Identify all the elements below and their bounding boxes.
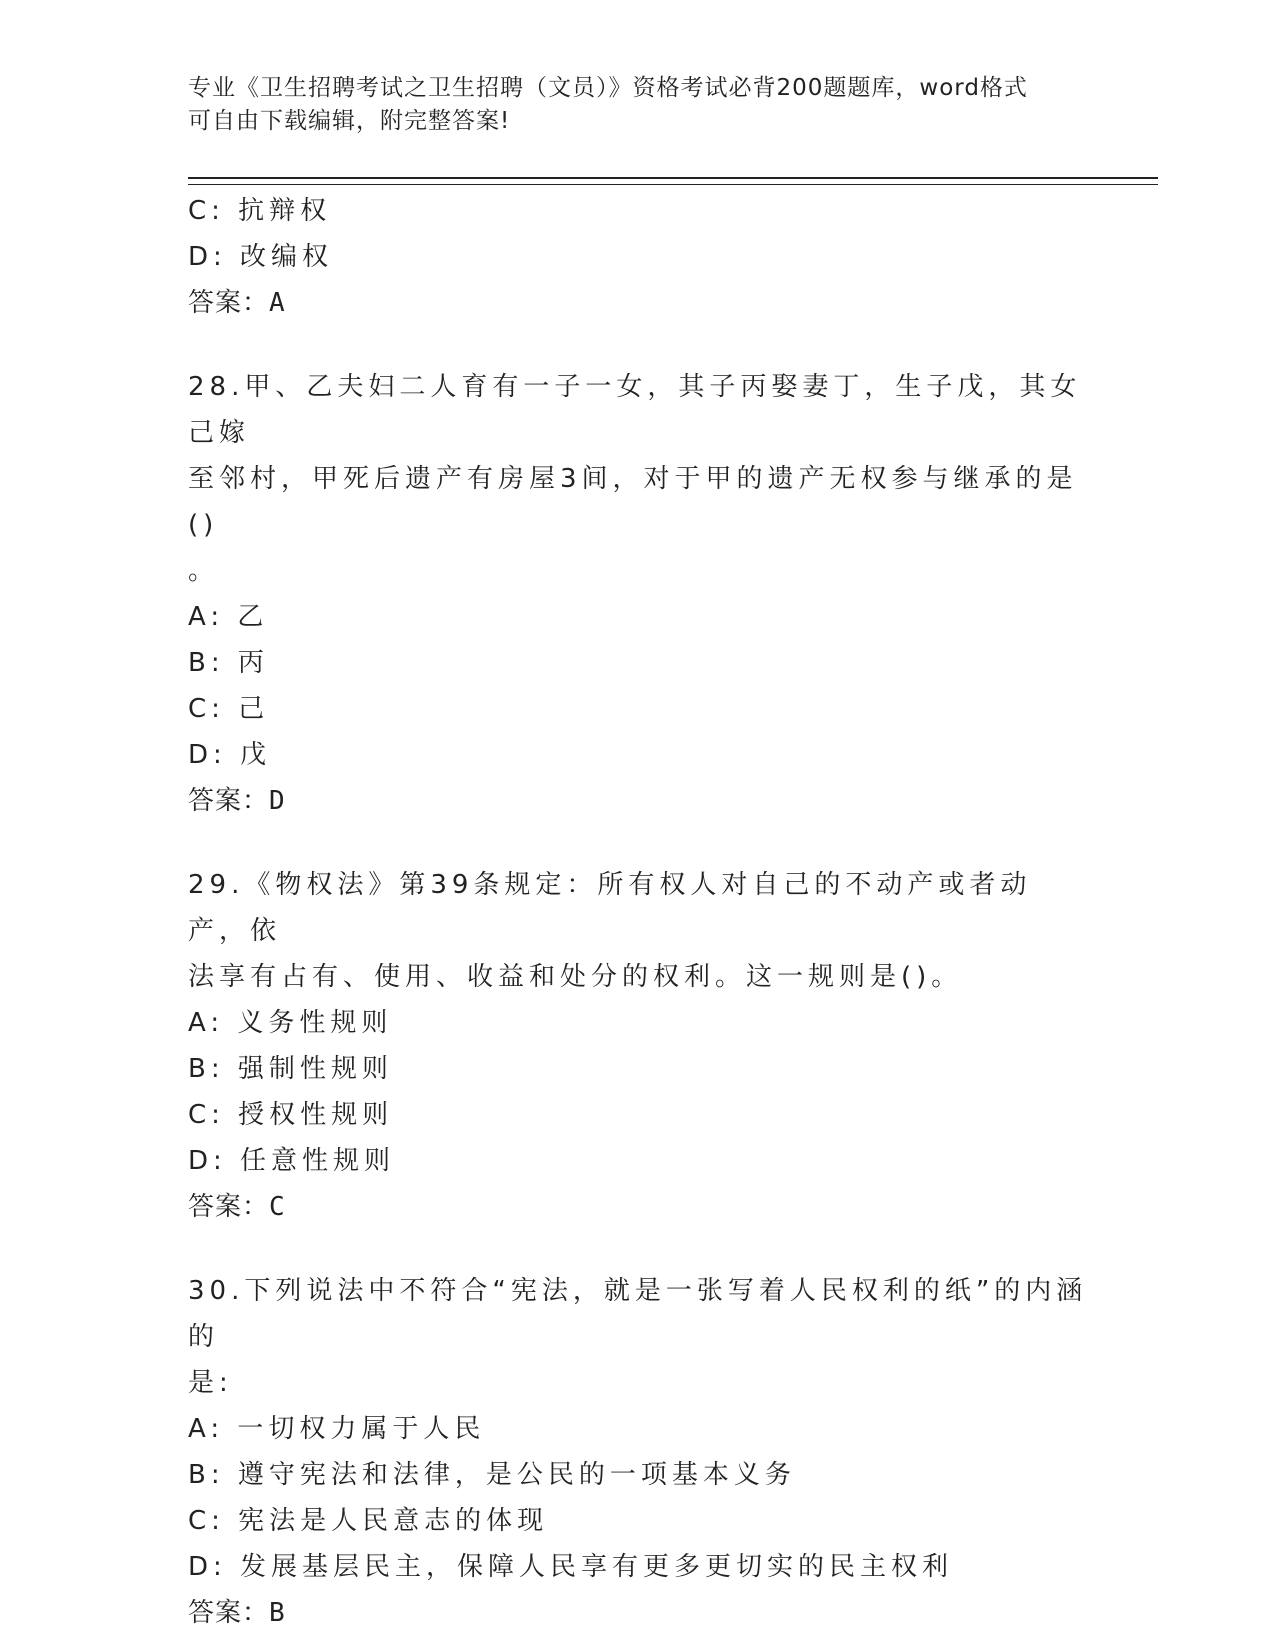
question-text-line: 28.甲、乙夫妇二人育有一子一女，其子丙娶妻丁，生子戊，其女己嫁 [188, 372, 1082, 448]
question-text-line: 是: [188, 1368, 233, 1398]
answer-line [188, 778, 1088, 824]
answer-line [188, 1184, 1088, 1230]
question-text-line: 。 [188, 556, 220, 586]
document-body [188, 188, 1088, 1636]
answer-line [188, 1590, 1088, 1636]
option-b: B: 丙 [188, 648, 269, 678]
option-d: D: 任意性规则 [188, 1146, 396, 1176]
answer-label: 答案： [188, 786, 270, 816]
answer-label: 答案： [188, 1192, 270, 1222]
document-header [188, 72, 1068, 138]
option-d: D: 戊 [188, 740, 272, 770]
question-29 [188, 862, 1088, 1230]
answer-line [188, 280, 1088, 326]
answer-value: D [269, 786, 286, 816]
header-divider-thin [188, 184, 1158, 185]
option-a: A: 乙 [188, 602, 269, 632]
header-divider-thick [188, 177, 1158, 179]
header-line-2: 可自由下载编辑，附完整答案! [188, 108, 511, 134]
answer-value: B [269, 1598, 286, 1628]
option-b: B: 强制性规则 [188, 1054, 393, 1084]
option-d: D: 改编权 [188, 242, 334, 272]
option-b: B: 遵守宪法和法律，是公民的一项基本义务 [188, 1460, 796, 1490]
answer-label: 答案： [188, 1598, 270, 1628]
question-text-line: 至邻村，甲死后遗产有房屋3间，对于甲的遗产无权参与继承的是() [188, 464, 1078, 540]
option-c: C: 己 [188, 694, 270, 724]
answer-value: A [269, 288, 286, 318]
option-a: A: 一切权力属于人民 [188, 1414, 486, 1444]
option-d: D: 发展基层民主，保障人民享有更多更切实的民主权利 [188, 1552, 954, 1582]
option-a: A: 义务性规则 [188, 1008, 393, 1038]
question-text-line: 法享有占有、使用、收益和处分的权利。这一规则是()。 [188, 962, 963, 992]
header-line-1: 专业《卫生招聘考试之卫生招聘（文员）》资格考试必背200题题库，word格式 [188, 75, 1028, 101]
question-text-line: 30.下列说法中不符合“宪法，就是一张写着人民权利的纸”的内涵的 [188, 1276, 1088, 1352]
answer-label: 答案： [188, 288, 270, 318]
option-c: C: 宪法是人民意志的体现 [188, 1506, 549, 1536]
answer-value: C [269, 1192, 286, 1222]
question-text-line: 29.《物权法》第39条规定：所有权人对自己的不动产或者动产，依 [188, 870, 1032, 946]
carryover-question [188, 188, 1088, 326]
question-28 [188, 364, 1088, 824]
option-c: C: 授权性规则 [188, 1100, 394, 1130]
option-c: C: 抗辩权 [188, 196, 332, 226]
question-30 [188, 1268, 1088, 1636]
